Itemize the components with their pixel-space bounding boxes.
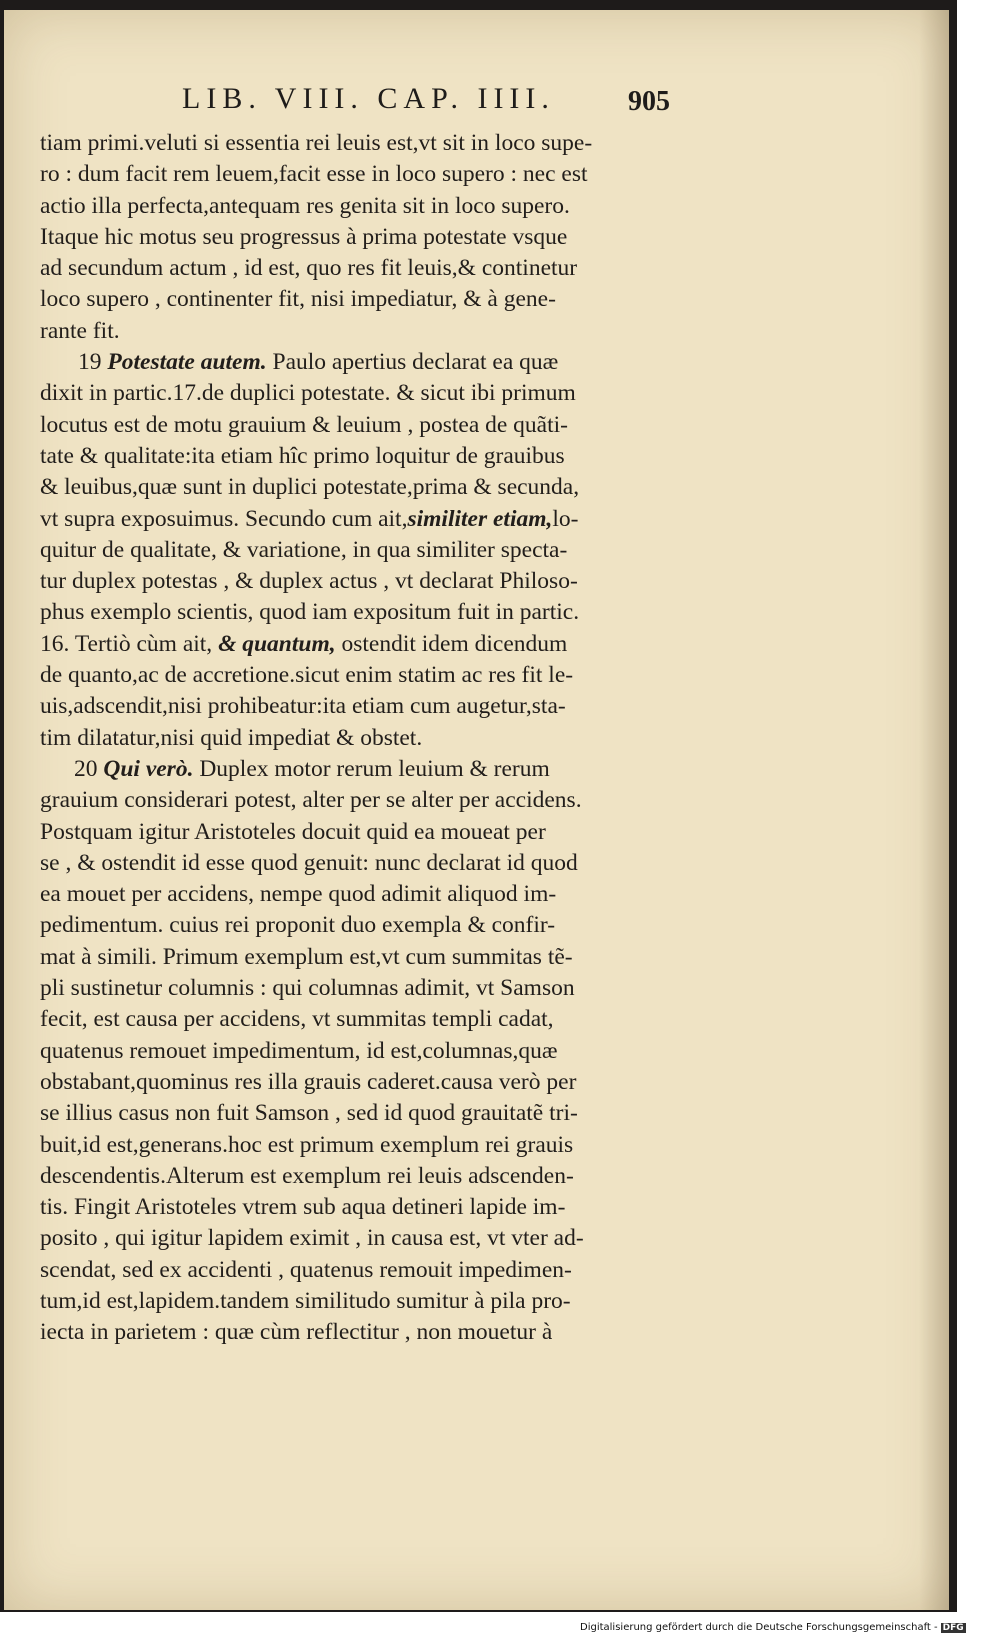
credit-text: Digitalisierung gefördert durch die Deutsche Forschungsgemeinschaft -: [580, 1622, 938, 1633]
paragraph-20-start: [40, 754, 680, 785]
text-line: locutus est de motu grauium & leuium , postea de quãti-: [40, 411, 568, 438]
text-segment: vt supra exposuimus. Secundo cum ait,: [40, 505, 408, 532]
text-segment: lo-: [552, 505, 579, 532]
text-line: pedimentum. cuius rei proponit duo exempla & confir-: [40, 912, 556, 939]
text-line: tis. Fingit Aristoteles vtrem sub aqua detineri lapide im-: [40, 1194, 566, 1221]
text-line: iecta in parietem : quæ cùm reflectitur , non mouetur à: [40, 1319, 553, 1346]
paragraph-number: 19: [78, 349, 102, 376]
text-line: tum,id est,lapidem.tandem similitudo sumitur à pila pro-: [40, 1287, 571, 1314]
text-line: tim dilatatur,nisi quid impediat & obstet.: [40, 724, 423, 751]
text-line: quatenus remouet impedimentum, id est,columnas,quæ: [40, 1037, 558, 1064]
lemma: Potestate autem.: [107, 349, 267, 376]
text-segment: Duplex motor rerum leuium & rerum: [199, 755, 550, 782]
lemma: Qui verò.: [103, 755, 194, 782]
text-line: ad secundum actum , id est, quo res fit leuis,& continetur: [40, 255, 578, 282]
lemma: similiter etiam,: [407, 505, 553, 532]
text-segment: ostendit idem dicendum: [335, 630, 568, 657]
book-page: [4, 10, 949, 1610]
text-line: ro : dum facit rem leuem,facit esse in loco supero : nec est: [40, 161, 588, 188]
text-segment: 16. Tertiò cùm ait,: [40, 630, 219, 657]
paragraph-19-start: [40, 347, 680, 378]
body-text: [40, 128, 680, 1349]
text-line: grauium considerari potest, alter per se alter per accidens.: [40, 787, 582, 814]
text-line: pli sustinetur columnis : qui columnas adimit, vt Samson: [40, 975, 575, 1002]
text-line: phus exemplo scientis, quod iam expositum fuit in partic.: [40, 599, 580, 626]
text-line: tate & qualitate:ita etiam hîc primo loquitur de grauibus: [40, 442, 565, 469]
text-line-with-lemma: [40, 629, 680, 660]
text-line: tur duplex potestas , & duplex actus , vt declarat Philoso-: [40, 568, 578, 595]
text-line: scendat, sed ex accidenti , quatenus remouit impedimen-: [40, 1256, 572, 1283]
text-line: posito , qui igitur lapidem eximit , in causa est, vt vter ad-: [40, 1225, 584, 1252]
dfg-logo: DFG: [942, 1623, 964, 1633]
text-line: Postquam igitur Aristoteles docuit quid ea moueat per: [40, 818, 546, 845]
text-line-with-lemma: [40, 504, 680, 535]
text-line: fecit, est causa per accidens, vt summitas templi cadat,: [40, 1006, 554, 1033]
text-line: uis,adscendit,nisi prohibeatur:ita etiam cum augetur,sta-: [40, 693, 566, 720]
lemma: & quantum,: [218, 630, 336, 657]
text-line: dixit in partic.17.de duplici potestate. & sicut ibi primum: [40, 380, 576, 407]
page-header: [4, 82, 949, 122]
text-line: rante fit.: [40, 317, 120, 344]
running-head: LIB. VIII. CAP. IIII.: [182, 82, 555, 115]
text-line: Itaque hic motus seu progressus à prima potestate vsque: [40, 223, 568, 250]
text-line: se illius casus non fuit Samson , sed id quod grauitatẽ tri-: [40, 1100, 578, 1127]
text-line: actio illa perfecta,antequam res genita sit in loco supero.: [40, 192, 570, 219]
text-line: buit,id est,generans.hoc est primum exemplum rei grauis: [40, 1131, 574, 1158]
text-line: ea mouet per accidens, nempe quod adimit aliquod im-: [40, 881, 557, 908]
text-line: descendentis.Alterum est exemplum rei leuis adscenden-: [40, 1162, 574, 1189]
text-line: de quanto,ac de accretione.sicut enim statim ac res fit le-: [40, 662, 574, 689]
text-segment: Paulo apertius declarat ea quæ: [272, 349, 559, 376]
text-line: obstabant,quominus res illa grauis caderet.causa verò per: [40, 1068, 577, 1095]
text-line: loco supero , continenter fit, nisi impediatur, & à gene-: [40, 286, 556, 313]
text-line: mat à simili. Primum exemplum est,vt cum summitas tẽ-: [40, 943, 573, 970]
text-line: quitur de qualitate, & variatione, in qua similiter specta-: [40, 536, 568, 563]
text-line: tiam primi.veluti si essentia rei leuis est,vt sit in loco supe-: [40, 130, 593, 156]
paragraph-number: 20: [74, 755, 98, 782]
text-line: & leuibus,quæ sunt in duplici potestate,prima & secunda,: [40, 474, 580, 501]
folio-number: 905: [628, 86, 670, 117]
digitization-credit: [580, 1622, 966, 1633]
text-line: se , & ostendit id esse quod genuit: nunc declarat id quod: [40, 849, 578, 876]
